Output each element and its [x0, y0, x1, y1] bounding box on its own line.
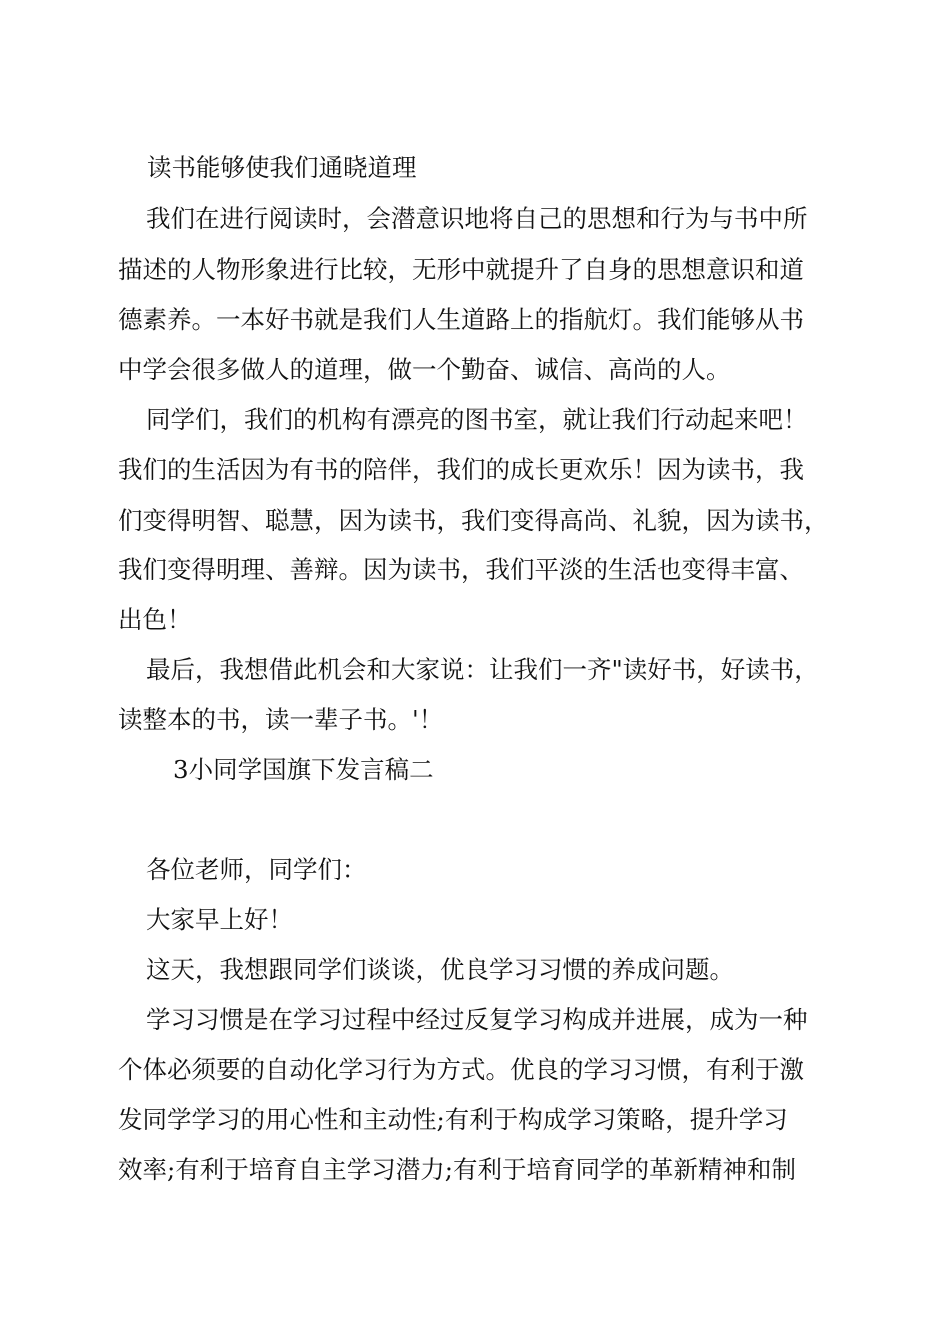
- paragraph-line: 同学们，我们的机构有漂亮的图书室，就让我们行动起来吧！: [146, 405, 808, 434]
- paragraph-line: 最后，我想借此机会和大家说：让我们一齐"读好书，好读书，: [146, 655, 819, 684]
- paragraph-line: 个体必须要的自动化学习行为方式。优良的学习习惯，有利于激: [118, 1055, 804, 1084]
- paragraph-line: 发同学学习的用心性和主动性;有利于构成学习策略，提升学习: [118, 1105, 788, 1134]
- paragraph-line: 描述的人物形象进行比较，无形中就提升了自身的思想意识和道: [118, 255, 804, 284]
- paragraph-line: 这天，我想跟同学们谈谈，优良学习习惯的养成问题。: [146, 955, 734, 984]
- heading-reading-reason: 读书能够使我们通晓道理: [147, 153, 417, 182]
- paragraph-line: 出色！: [118, 605, 192, 634]
- paragraph-line: 我们变得明理、善辩。因为读书，我们平淡的生活也变得丰富、: [118, 555, 804, 584]
- paragraph-line: 们变得明智、聪慧，因为读书，我们变得高尚、礼貌，因为读书，: [118, 506, 829, 535]
- section-heading: 3小同学国旗下发言稿二: [173, 755, 434, 784]
- paragraph-line: 效率;有利于培育自主学习潜力;有利于培育同学的革新精神和制: [118, 1155, 797, 1184]
- paragraph-line: 德素养。一本好书就是我们人生道路上的指航灯。我们能够从书: [118, 305, 804, 334]
- paragraph-line: 我们的生活因为有书的陪伴，我们的成长更欢乐！因为读书，我: [118, 455, 804, 484]
- paragraph-line: 读整本的书，读一辈子书。'！: [118, 705, 444, 734]
- paragraph-line: 我们在进行阅读时，会潜意识地将自己的思想和行为与书中所: [146, 204, 808, 233]
- greeting-line: 大家早上好！: [146, 905, 293, 934]
- paragraph-line: 学习习惯是在学习过程中经过反复学习构成并进展，成为一种: [146, 1005, 808, 1034]
- salutation-line: 各位老师，同学们：: [146, 855, 367, 884]
- paragraph-line: 中学会很多做人的道理，做一个勤奋、诚信、高尚的人。: [118, 355, 731, 384]
